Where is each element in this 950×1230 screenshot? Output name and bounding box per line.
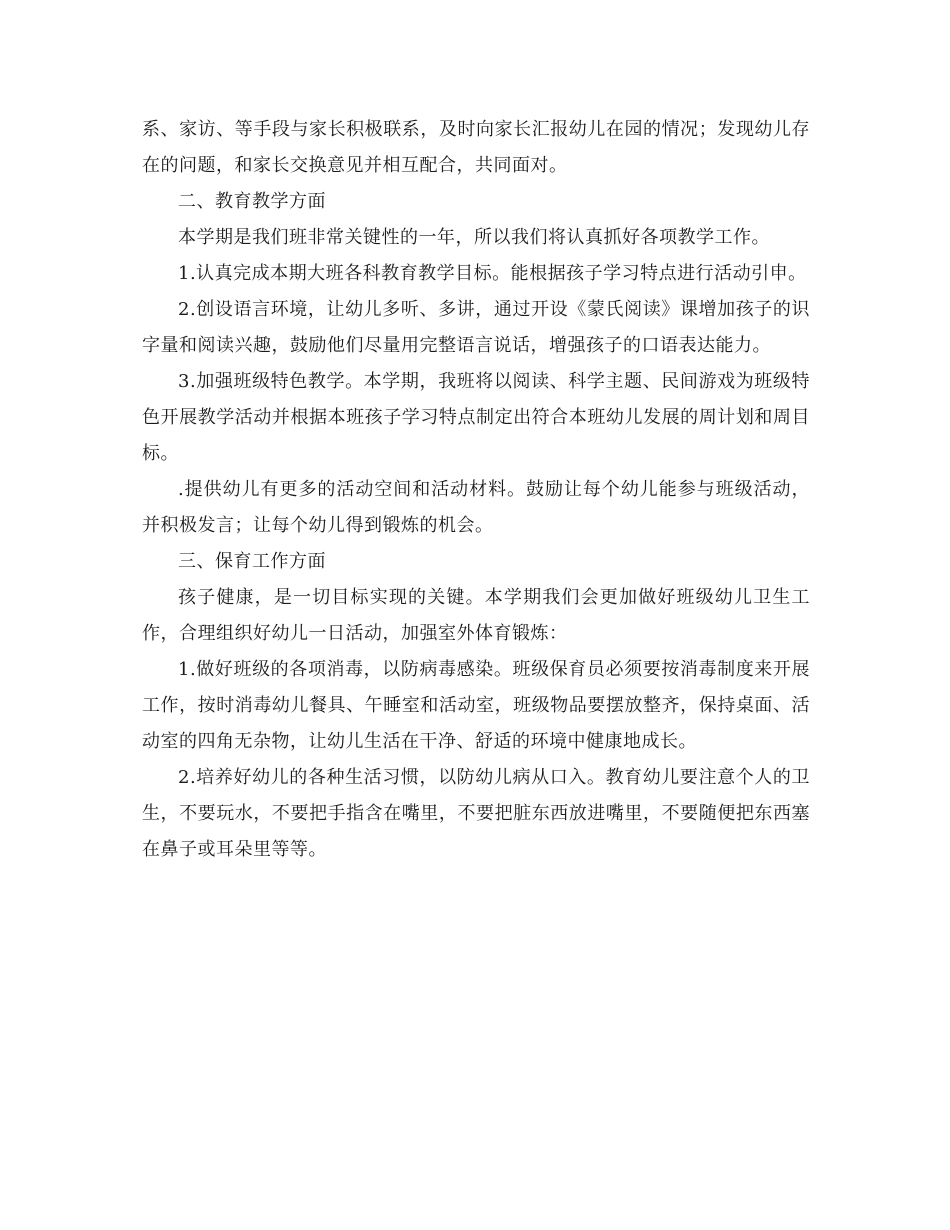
paragraph-health: 孩子健康，是一切目标实现的关键。本学期我们会更加做好班级幼儿卫生工作，合理组织好幼儿一日活动，加强室外体育锻炼： <box>142 587 810 644</box>
section-heading-education: 二、教育教学方面 <box>178 191 326 212</box>
list-item-4: .提供幼儿有更多的活动空间和活动材料。鼓励让每个幼儿能参与班级活动，并积极发言；让每个幼儿得到锻炼的机会。 <box>142 479 810 536</box>
list-item-2: 2.创设语言环境，让幼儿多听、多讲，通过开设《蒙氏阅读》课增加孩子的识字量和阅读兴趣，鼓励他们尽量用完整语言说话，增强孩子的口语表达能力。 <box>142 299 810 356</box>
paragraph-intro: 本学期是我们班非常关键性的一年，所以我们将认真抓好各项教学工作。 <box>178 227 770 248</box>
care-item-2: 2.培养好幼儿的各种生活习惯，以防幼儿病从口入。教育幼儿要注意个人的卫生，不要玩水，不要把手指含在嘴里，不要把脏东西放进嘴里，不要随便把东西塞在鼻子或耳朵里等等。 <box>142 767 810 860</box>
section-heading-care: 三、保育工作方面 <box>178 551 326 572</box>
paragraph-continued: 系、家访、等手段与家长积极联系，及时向家长汇报幼儿在园的情况；发现幼儿存在的问题，和家长交换意见并相互配合，共同面对。 <box>142 119 810 176</box>
document-body <box>142 112 810 868</box>
list-item-3: 3.加强班级特色教学。本学期，我班将以阅读、科学主题、民间游戏为班级特色开展教学活动并根据本班孩子学习特点制定出符合本班幼儿发展的周计划和周目标。 <box>142 371 810 464</box>
list-item-1: 1.认真完成本期大班各科教育教学目标。能根据孩子学习特点进行活动引申。 <box>178 263 807 284</box>
care-item-1: 1.做好班级的各项消毒，以防病毒感染。班级保育员必须要按消毒制度来开展工作，按时消毒幼儿餐具、午睡室和活动室，班级物品要摆放整齐，保持桌面、活动室的四角无杂物，让幼儿生活在干净、舒适的环境中健康地成长。 <box>142 659 810 752</box>
